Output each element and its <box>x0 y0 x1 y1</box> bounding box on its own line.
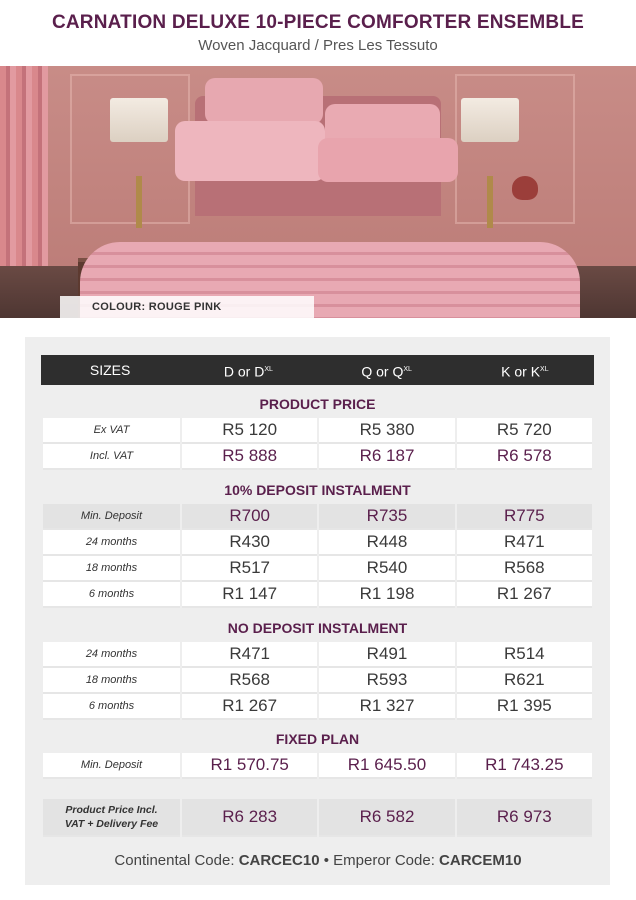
deposit-instalment-heading: 10% DEPOSIT INSTALMENT <box>224 482 411 498</box>
row-label: 18 months <box>43 556 180 582</box>
price-cell: R5 888 <box>182 444 317 470</box>
price-cell: R6 187 <box>319 444 454 470</box>
price-cell: R5 120 <box>182 418 317 444</box>
table-row <box>43 668 592 694</box>
table-row <box>43 642 592 668</box>
table-row <box>43 694 592 720</box>
price-cell: R540 <box>319 556 454 582</box>
price-cell: R514 <box>457 642 592 668</box>
row-label: 24 months <box>43 530 180 556</box>
fixed-plan-heading: FIXED PLAN <box>275 731 360 747</box>
table-row <box>43 444 592 470</box>
price-cell: R448 <box>319 530 454 556</box>
price-cell: R6 973 <box>457 799 592 837</box>
emperor-code: CARCEM10 <box>439 852 522 869</box>
price-cell: R1 198 <box>319 582 454 608</box>
table-row <box>43 556 592 582</box>
price-cell: R1 147 <box>182 582 317 608</box>
table-row <box>43 530 592 556</box>
no-deposit-instalment-table <box>41 642 594 720</box>
emperor-code-label: Emperor Code: <box>333 852 435 869</box>
price-cell: R6 582 <box>319 799 454 837</box>
pillow <box>318 138 458 182</box>
row-label: 6 months <box>43 582 180 608</box>
price-cell: R1 743.25 <box>457 753 592 779</box>
price-cell: R593 <box>319 668 454 694</box>
price-cell: R700 <box>182 504 317 530</box>
lamp-shade-left <box>110 98 168 142</box>
price-cell: R6 283 <box>182 799 317 837</box>
page-title: CARNATION DELUXE 10-PIECE COMFORTER ENSEMBLE <box>51 12 585 33</box>
price-cell: R1 267 <box>457 582 592 608</box>
price-cell: R1 645.50 <box>319 753 454 779</box>
price-cell: R517 <box>182 556 317 582</box>
product-price-heading: PRODUCT PRICE <box>259 396 376 412</box>
size-double-header: D or $D^{XL}$ <box>223 363 273 380</box>
price-cell: R1 327 <box>319 694 454 720</box>
lamp-shade-right <box>461 98 519 142</box>
lamp-base-left <box>136 176 142 228</box>
pillow <box>175 121 325 181</box>
continental-code-label: Continental Code: <box>114 852 235 869</box>
price-cell: R471 <box>457 530 592 556</box>
price-cell: R735 <box>319 504 454 530</box>
continental-code: CARCEC10 <box>238 852 320 869</box>
table-row <box>43 799 592 837</box>
price-cell: R1 267 <box>182 694 317 720</box>
row-label: Product Price Incl. VAT + Delivery Fee <box>43 799 180 837</box>
row-label: Ex VAT <box>43 418 180 444</box>
flower-vase <box>512 176 538 200</box>
no-deposit-instalment-heading: NO DEPOSIT INSTALMENT <box>227 620 408 636</box>
price-cell: R568 <box>182 668 317 694</box>
price-cell: R568 <box>457 556 592 582</box>
price-cell: R430 <box>182 530 317 556</box>
price-cell: R5 380 <box>319 418 454 444</box>
deposit-instalment-table <box>41 504 594 608</box>
row-label: Incl. VAT <box>43 444 180 470</box>
price-cell: R5 720 <box>457 418 592 444</box>
table-row <box>43 504 592 530</box>
page-subtitle: Woven Jacquard / Pres Les Tessuto <box>198 37 438 54</box>
colour-label: COLOUR: ROUGE PINK <box>60 296 314 318</box>
pillow <box>205 78 323 124</box>
price-cell: R491 <box>319 642 454 668</box>
table-row <box>43 582 592 608</box>
row-label: Min. Deposit <box>43 504 180 530</box>
fixed-plan-table <box>41 753 594 779</box>
sizes-header-row <box>41 355 594 385</box>
price-cell: R1 395 <box>457 694 592 720</box>
product-photo <box>0 66 636 318</box>
price-cell: R621 <box>457 668 592 694</box>
price-cell: R775 <box>457 504 592 530</box>
row-label: 24 months <box>43 642 180 668</box>
price-cell: R471 <box>182 642 317 668</box>
sizes-header: SIZES <box>89 362 131 378</box>
table-row <box>43 418 592 444</box>
product-codes <box>0 852 636 869</box>
row-label: 6 months <box>43 694 180 720</box>
size-king-header: K or $K^{XL}$ <box>501 363 549 380</box>
product-price-table <box>41 418 594 470</box>
lamp-base-right <box>487 176 493 228</box>
pricing-card <box>25 337 610 885</box>
wall-panel <box>455 74 575 224</box>
page-header <box>0 0 636 62</box>
wall-panel <box>70 74 190 224</box>
table-row <box>43 753 592 779</box>
code-separator: • <box>323 852 329 869</box>
price-cell: R6 578 <box>457 444 592 470</box>
row-label: Min. Deposit <box>43 753 180 779</box>
delivery-total-table <box>41 799 594 837</box>
size-queen-header: Q or $Q^{XL}$ <box>361 363 412 380</box>
price-cell: R1 570.75 <box>182 753 317 779</box>
row-label: 18 months <box>43 668 180 694</box>
